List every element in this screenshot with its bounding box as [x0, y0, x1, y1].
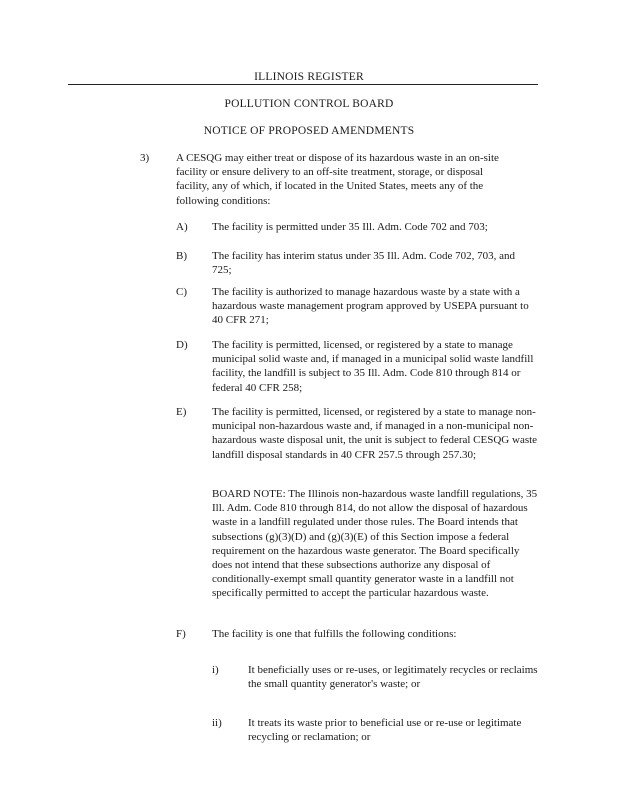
item-B-label: B) [176, 250, 187, 262]
notice-title: NOTICE OF PROPOSED AMENDMENTS [203, 125, 415, 137]
item-F-label: F) [176, 628, 186, 640]
header-rule [68, 84, 538, 85]
item-E-label: E) [176, 406, 187, 418]
item-F-text: The facility is one that fulfills the following conditions: [212, 628, 457, 640]
board-title: POLLUTION CONTROL BOARD [224, 98, 394, 110]
register-title: ILLINOIS REGISTER [254, 71, 364, 83]
subitem-i-text: It beneficially uses or re-uses, or legitimately recycles or reclaims the small quantity generator's waste; or [248, 664, 538, 691]
item-C-text: The facility is authorized to manage hazardous waste by a state with a hazardous waste management program approved by USEPA pursuant to 40 CFR 271; [212, 286, 529, 327]
item-A-label: A) [176, 221, 188, 233]
item-D-label: D) [176, 339, 188, 351]
item-3-number: 3) [140, 152, 150, 164]
item-B-text: The facility has interim status under 35 Ill. Adm. Code 702, 703, and 725; [212, 250, 516, 277]
item-C-label: C) [176, 286, 187, 298]
subitem-ii-text: It treats its waste prior to beneficial use or re-use or legitimate recycling or reclamation; or [248, 717, 522, 744]
item-A-text: The facility is permitted under 35 Ill. Adm. Code 702 and 703; [212, 221, 488, 233]
item-D-text: The facility is permitted, licensed, or registered by a state to manage municipal solid waste and, if managed in a municipal solid waste landfill facility, the landfill is subject to 35 Ill. Adm. Code 810 through 814 or federal 40 CFR 258; [212, 339, 534, 394]
board-note: BOARD NOTE: The Illinois non-hazardous waste landfill regulations, 35 Ill. Adm. Code 810 through 814, do not allow the disposal of hazardous waste in a landfill regulated under those rules. The Board intends that subsections (g)(3)(D) and (g)(3)(E) of this Section impose a federal requirement on the hazardous waste generator. The Board specifically does not intend that these subsections authorize any disposal of conditionally-exempt small quantity generator waste in a landfill not specifically permitted to accept the particular hazardous waste. [212, 488, 538, 600]
subitem-i-label: i) [212, 664, 219, 676]
item-E-text: The facility is permitted, licensed, or registered by a state to manage non-municipal non-hazardous waste and, if managed in a non-municipal non-hazardous waste disposal unit, the unit is subject to federal CESQG waste landfill disposal standards in 40 CFR 257.5 through 257.30; [212, 406, 538, 461]
subitem-ii-label: ii) [212, 717, 222, 729]
item-3-text: A CESQG may either treat or dispose of its hazardous waste in an on-site facility or ensure delivery to an off-site treatment, storage, or disposal facility, any of which, if located in the United States, meets any of the following conditions: [176, 152, 499, 207]
